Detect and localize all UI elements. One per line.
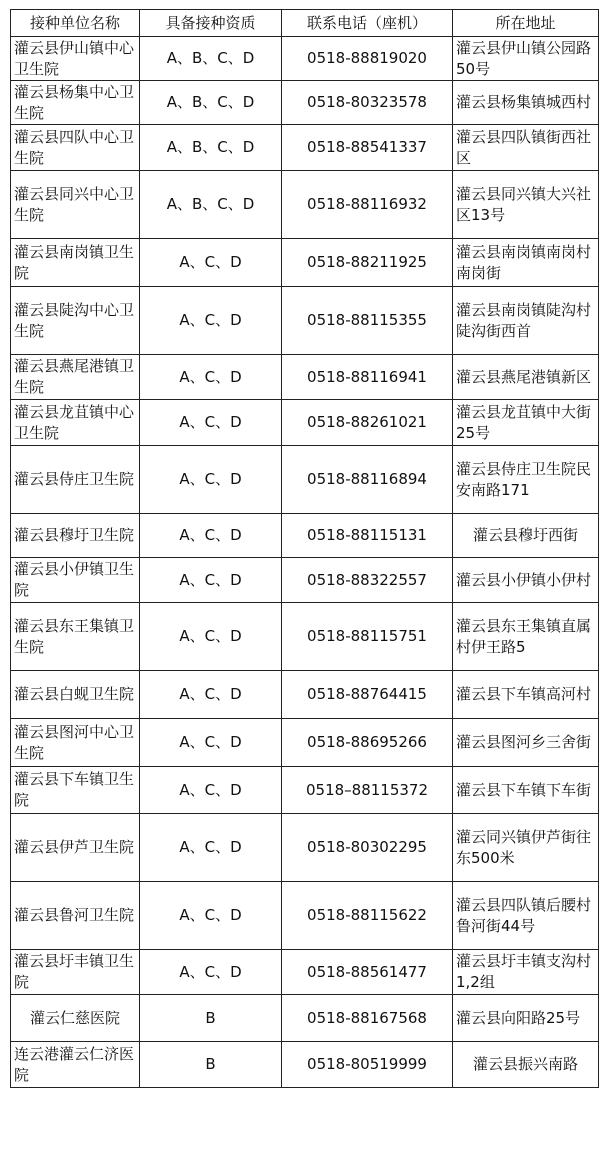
phone-cell: 0518-88115131 (282, 514, 453, 558)
table-row (11, 671, 599, 719)
unit-name-cell: 灌云县下车镇卫生院 (11, 767, 140, 814)
qualification-cell: A、C、D (140, 814, 282, 882)
unit-name-cell: 灌云县穆圩卫生院 (11, 514, 140, 558)
unit-name-cell: 灌云县图河中心卫生院 (11, 719, 140, 767)
address-cell: 灌云县振兴南路 (453, 1042, 599, 1088)
qualification-cell: B (140, 995, 282, 1042)
header-address: 所在地址 (453, 10, 599, 37)
header-phone: 联系电话（座机） (282, 10, 453, 37)
qualification-cell: A、C、D (140, 287, 282, 355)
unit-name-cell: 灌云县南岗镇卫生院 (11, 239, 140, 287)
qualification-cell: A、C、D (140, 882, 282, 950)
address-cell: 灌云县南岗镇南岗村南岗街 (453, 239, 599, 287)
address-cell: 灌云县图河乡三舍街 (453, 719, 599, 767)
table-row (11, 995, 599, 1042)
address-cell: 灌云县东王集镇直属村伊王路5 (453, 603, 599, 671)
phone-cell: 0518-88561477 (282, 950, 453, 995)
table-row (11, 1042, 599, 1088)
table-row (11, 814, 599, 882)
unit-name-cell: 灌云县侍庄卫生院 (11, 446, 140, 514)
table-row (11, 125, 599, 171)
address-cell: 灌云县杨集镇城西村 (453, 81, 599, 125)
phone-cell: 0518-88116932 (282, 171, 453, 239)
address-cell: 灌云同兴镇伊芦街往东500米 (453, 814, 599, 882)
phone-cell: 0518-88819020 (282, 37, 453, 81)
address-cell: 灌云县四队镇后腰村鲁河街44号 (453, 882, 599, 950)
phone-cell: 0518–88115372 (282, 767, 453, 814)
address-cell: 灌云县圩丰镇支沟村1,2组 (453, 950, 599, 995)
table-row (11, 37, 599, 81)
unit-name-cell: 灌云县杨集中心卫生院 (11, 81, 140, 125)
vaccination-units-table (10, 9, 599, 1088)
qualification-cell: A、C、D (140, 400, 282, 446)
unit-name-cell: 灌云县燕尾港镇卫生院 (11, 355, 140, 400)
address-cell: 灌云县燕尾港镇新区 (453, 355, 599, 400)
table-row (11, 882, 599, 950)
qualification-cell: A、C、D (140, 446, 282, 514)
unit-name-cell: 灌云县小伊镇卫生院 (11, 558, 140, 603)
phone-cell: 0518-88261021 (282, 400, 453, 446)
unit-name-cell: 灌云县龙苴镇中心卫生院 (11, 400, 140, 446)
address-cell: 灌云县向阳路25号 (453, 995, 599, 1042)
table-row (11, 400, 599, 446)
qualification-cell: A、C、D (140, 239, 282, 287)
address-cell: 灌云县四队镇街西社区 (453, 125, 599, 171)
unit-name-cell: 灌云县白蚬卫生院 (11, 671, 140, 719)
unit-name-cell: 灌云县圩丰镇卫生院 (11, 950, 140, 995)
qualification-cell: A、C、D (140, 514, 282, 558)
unit-name-cell: 灌云县东王集镇卫生院 (11, 603, 140, 671)
qualification-cell: B (140, 1042, 282, 1088)
address-cell: 灌云县南岗镇陡沟村陡沟街西首 (453, 287, 599, 355)
qualification-cell: A、C、D (140, 603, 282, 671)
phone-cell: 0518-88115355 (282, 287, 453, 355)
unit-name-cell: 连云港灌云仁济医院 (11, 1042, 140, 1088)
unit-name-cell: 灌云县伊山镇中心卫生院 (11, 37, 140, 81)
unit-name-cell: 灌云仁慈医院 (11, 995, 140, 1042)
qualification-cell: A、C、D (140, 558, 282, 603)
qualification-cell: A、C、D (140, 671, 282, 719)
address-cell: 灌云县伊山镇公园路50号 (453, 37, 599, 81)
table-row (11, 558, 599, 603)
address-cell: 灌云县小伊镇小伊村 (453, 558, 599, 603)
table-row (11, 719, 599, 767)
table-row (11, 239, 599, 287)
qualification-cell: A、C、D (140, 950, 282, 995)
qualification-cell: A、C、D (140, 767, 282, 814)
phone-cell: 0518-88115622 (282, 882, 453, 950)
qualification-cell: A、B、C、D (140, 125, 282, 171)
phone-cell: 0518-88764415 (282, 671, 453, 719)
phone-cell: 0518-80323578 (282, 81, 453, 125)
unit-name-cell: 灌云县四队中心卫生院 (11, 125, 140, 171)
unit-name-cell: 灌云县陡沟中心卫生院 (11, 287, 140, 355)
table-row (11, 355, 599, 400)
header-qualification: 具备接种资质 (140, 10, 282, 37)
address-cell: 灌云县下车镇高河村 (453, 671, 599, 719)
table-row (11, 446, 599, 514)
phone-cell: 0518-80302295 (282, 814, 453, 882)
header-row (11, 10, 599, 37)
qualification-cell: A、C、D (140, 719, 282, 767)
phone-cell: 0518-88322557 (282, 558, 453, 603)
address-cell: 灌云县穆圩西街 (453, 514, 599, 558)
header-unit-name: 接种单位名称 (11, 10, 140, 37)
phone-cell: 0518-88541337 (282, 125, 453, 171)
table-row (11, 171, 599, 239)
table-body (11, 37, 599, 1088)
phone-cell: 0518-88211925 (282, 239, 453, 287)
table-row (11, 514, 599, 558)
qualification-cell: A、B、C、D (140, 37, 282, 81)
address-cell: 灌云县龙苴镇中大街25号 (453, 400, 599, 446)
qualification-cell: A、B、C、D (140, 171, 282, 239)
qualification-cell: A、C、D (140, 355, 282, 400)
unit-name-cell: 灌云县伊芦卫生院 (11, 814, 140, 882)
table-row (11, 603, 599, 671)
address-cell: 灌云县侍庄卫生院民安南路171 (453, 446, 599, 514)
table-row (11, 950, 599, 995)
address-cell: 灌云县下车镇下车街 (453, 767, 599, 814)
unit-name-cell: 灌云县同兴中心卫生院 (11, 171, 140, 239)
phone-cell: 0518-88167568 (282, 995, 453, 1042)
phone-cell: 0518-88116894 (282, 446, 453, 514)
table-row (11, 287, 599, 355)
address-cell: 灌云县同兴镇大兴社区13号 (453, 171, 599, 239)
phone-cell: 0518-80519999 (282, 1042, 453, 1088)
phone-cell: 0518-88695266 (282, 719, 453, 767)
phone-cell: 0518-88115751 (282, 603, 453, 671)
table-row (11, 767, 599, 814)
phone-cell: 0518-88116941 (282, 355, 453, 400)
table-row (11, 81, 599, 125)
qualification-cell: A、B、C、D (140, 81, 282, 125)
unit-name-cell: 灌云县鲁河卫生院 (11, 882, 140, 950)
